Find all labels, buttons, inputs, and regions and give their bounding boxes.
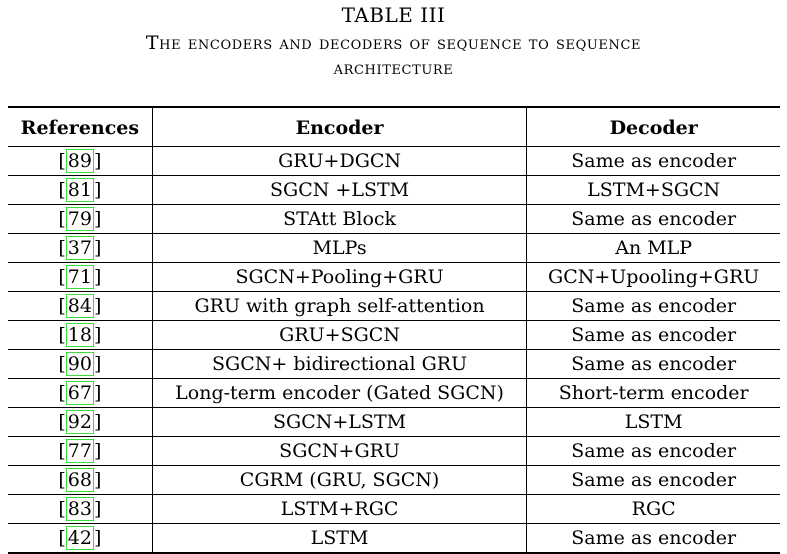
reference-cell: [ 89 ]: [8, 147, 152, 176]
reference-link[interactable]: 89: [67, 150, 92, 172]
encoder-cell: CGRM (GRU, SGCN): [152, 466, 527, 495]
reference-link[interactable]: 79: [67, 208, 92, 230]
reference-link[interactable]: 67: [67, 382, 92, 404]
encoder-cell: SGCN+LSTM: [152, 408, 527, 437]
table-row: [8, 437, 780, 466]
header-references: References: [8, 107, 152, 147]
reference-link[interactable]: 18: [67, 324, 92, 346]
reference-cell: [ 68 ]: [8, 466, 152, 495]
reference-cell: [ 18 ]: [8, 321, 152, 350]
reference-cell: [ 92 ]: [8, 408, 152, 437]
decoder-cell: Same as encoder: [571, 469, 737, 491]
decoder-cell: Same as encoder: [571, 208, 737, 230]
decoder-cell: GCN+Upooling+GRU: [548, 266, 760, 288]
header-decoder: Decoder: [527, 107, 780, 147]
reference-link[interactable]: 83: [67, 498, 92, 520]
encoder-cell: SGCN+Pooling+GRU: [152, 263, 527, 292]
reference-cell: [ 90 ]: [8, 350, 152, 379]
seq2seq-table: [8, 106, 780, 554]
reference-cell: [ 67 ]: [8, 379, 152, 408]
encoder-cell: SGCN+ bidirectional GRU: [152, 350, 527, 379]
table-caption-line-1: The encoders and decoders of sequence to sequence: [145, 32, 642, 54]
reference-cell: [ 84 ]: [8, 292, 152, 321]
encoder-cell: GRU with graph self-attention: [152, 292, 527, 321]
table-row: [8, 379, 780, 408]
reference-cell: [ 83 ]: [8, 495, 152, 524]
encoder-cell: GRU+DGCN: [152, 147, 527, 176]
table-header-row: [8, 107, 780, 147]
decoder-cell: Same as encoder: [571, 440, 737, 462]
table-row: [8, 292, 780, 321]
decoder-cell: Same as encoder: [571, 295, 737, 317]
reference-cell: [ 42 ]: [8, 524, 152, 554]
decoder-cell: RGC: [631, 498, 676, 520]
decoder-cell: LSTM+SGCN: [587, 179, 721, 201]
encoder-cell: GRU+SGCN: [152, 321, 527, 350]
reference-cell: [ 77 ]: [8, 437, 152, 466]
encoder-cell: LSTM+RGC: [152, 495, 527, 524]
table-row: [8, 350, 780, 379]
encoder-cell: LSTM: [152, 524, 527, 554]
table-row: [8, 234, 780, 263]
decoder-cell: Same as encoder: [571, 353, 737, 375]
encoder-cell: SGCN +LSTM: [152, 176, 527, 205]
table-row: [8, 263, 780, 292]
encoder-cell: Long-term encoder (Gated SGCN): [152, 379, 527, 408]
reference-link[interactable]: 92: [67, 411, 92, 433]
reference-cell: [ 71 ]: [8, 263, 152, 292]
decoder-cell: Same as encoder: [571, 150, 737, 172]
decoder-cell: Same as encoder: [571, 527, 737, 549]
table-row: [8, 524, 780, 554]
table-row: [8, 147, 780, 176]
reference-cell: [ 79 ]: [8, 205, 152, 234]
table-row: [8, 408, 780, 437]
encoder-cell: MLPs: [152, 234, 527, 263]
table-row: [8, 205, 780, 234]
reference-link[interactable]: 84: [67, 295, 92, 317]
table-label: TABLE III: [341, 3, 446, 27]
table-row: [8, 466, 780, 495]
encoder-cell: STAtt Block: [152, 205, 527, 234]
table-row: [8, 495, 780, 524]
encoder-cell: SGCN+GRU: [152, 437, 527, 466]
table-row: [8, 321, 780, 350]
reference-link[interactable]: 68: [67, 469, 92, 491]
reference-link[interactable]: 77: [67, 440, 92, 462]
reference-link[interactable]: 71: [67, 266, 92, 288]
decoder-cell: LSTM: [624, 411, 683, 433]
reference-link[interactable]: 90: [67, 353, 92, 375]
reference-link[interactable]: 42: [67, 527, 92, 549]
reference-link[interactable]: 81: [67, 179, 92, 201]
decoder-cell: Same as encoder: [571, 324, 737, 346]
reference-cell: [ 81 ]: [8, 176, 152, 205]
decoder-cell: An MLP: [615, 237, 693, 259]
reference-link[interactable]: 37: [67, 237, 92, 259]
table-row: [8, 176, 780, 205]
table-caption-line-2: architecture: [333, 57, 454, 79]
header-encoder: Encoder: [152, 107, 527, 147]
reference-cell: [ 37 ]: [8, 234, 152, 263]
decoder-cell: Short-term encoder: [558, 382, 749, 404]
